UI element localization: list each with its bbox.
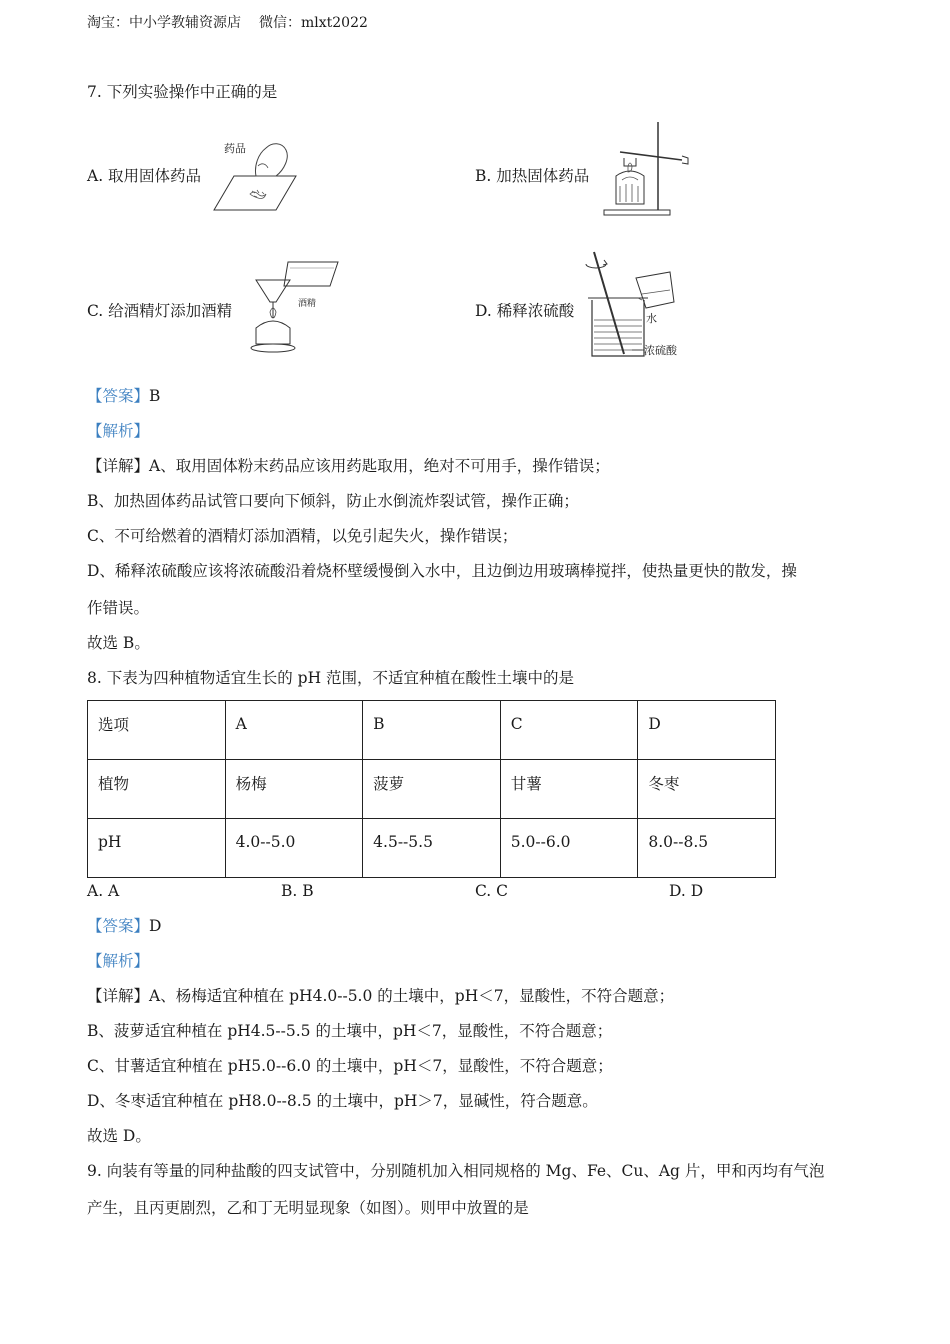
q7-detail-line-2: B、加热固体药品试管口要向下倾斜，防止水倒流炸裂试管，操作正确；	[87, 492, 579, 510]
q8-choice-d: D. D	[669, 882, 704, 900]
q8-answer-value: D	[149, 917, 162, 935]
q8-detail-line-2: B、菠萝适宜种植在 pH4.5--5.5 的土壤中，pH＜7，显酸性，不符合题意；	[87, 1022, 613, 1040]
q7-option-b: B. 加热固体药品	[475, 167, 590, 185]
q8-answer	[87, 916, 161, 936]
figure-d-dilute-acid	[584, 248, 694, 363]
figure-b-heating-tube	[600, 116, 695, 220]
table-cell: 杨梅	[225, 760, 363, 819]
q8-answer-tag: 【答案】	[87, 917, 150, 935]
figure-d-label-acid: 浓硫酸	[644, 344, 677, 357]
q7-detail-text-1: A、取用固体粉末药品应该用药匙取用，绝对不可用手，操作错误；	[149, 457, 610, 475]
table-cell: B	[363, 701, 501, 760]
table-cell: A	[225, 701, 363, 760]
table-cell: 5.0--6.0	[500, 819, 638, 878]
table-cell: 甘薯	[500, 760, 638, 819]
q8-detail-text-1: A、杨梅适宜种植在 pH4.0--5.0 的土壤中，pH＜7，显酸性，不符合题意；	[149, 987, 675, 1005]
table-cell: C	[500, 701, 638, 760]
q8-analysis-tag: 【解析】	[87, 952, 150, 970]
q7-detail-line-1	[87, 456, 610, 476]
q7-answer	[87, 386, 160, 406]
q8-detail-tag: 【详解】	[87, 987, 150, 1005]
q7-detail-tag: 【详解】	[87, 457, 150, 475]
q7-option-a: A. 取用固体药品	[87, 167, 202, 185]
q8-detail-line-3: C、甘薯适宜种植在 pH5.0--6.0 的土壤中，pH＜7，显酸性，不符合题意；	[87, 1057, 613, 1075]
q7-stem: 7. 下列实验操作中正确的是	[87, 83, 278, 101]
table-cell: 菠萝	[363, 760, 501, 819]
q7-option-c: C. 给酒精灯添加酒精	[87, 302, 233, 320]
table-cell: D	[638, 701, 776, 760]
q8-choice-a: A. A	[87, 882, 120, 900]
q7-conclusion: 故选 B。	[87, 634, 150, 652]
q7-detail-line-5: 作错误。	[87, 599, 150, 617]
table-cell: 选项	[88, 701, 226, 760]
q8-choice-c: C. C	[475, 882, 509, 900]
table-row	[88, 701, 776, 760]
q8-choice-b: B. B	[281, 882, 314, 900]
q7-analysis-tag: 【解析】	[87, 422, 150, 440]
figure-d-label-water: 水	[646, 312, 657, 325]
q8-detail-line-4: D、冬枣适宜种植在 pH8.0--8.5 的土壤中，pH＞7，显碱性，符合题意。	[87, 1092, 598, 1110]
table-cell: 8.0--8.5	[638, 819, 776, 878]
q7-answer-value: B	[149, 387, 161, 405]
q7-option-d: D. 稀释浓硫酸	[475, 302, 575, 320]
table-row	[88, 760, 776, 819]
q8-detail-line-1	[87, 986, 674, 1006]
table-row	[88, 819, 776, 878]
table-cell: 4.0--5.0	[225, 819, 363, 878]
q7-answer-tag: 【答案】	[87, 387, 150, 405]
header-shop: 淘宝：中小学教辅资源店	[87, 15, 241, 31]
q7-detail-line-3: C、不可给燃着的酒精灯添加酒精，以免引起失火，操作错误；	[87, 527, 518, 545]
q8-stem: 8. 下表为四种植物适宜生长的 pH 范围，不适宜种植在酸性土壤中的是	[87, 669, 575, 687]
figure-a-label: 药品	[224, 142, 246, 155]
table-cell: 植物	[88, 760, 226, 819]
table-cell: pH	[88, 819, 226, 878]
header-wechat: 微信：mlxt2022	[259, 15, 368, 31]
figure-a-hand-powder	[210, 136, 300, 216]
q9-stem-line-1: 9. 向装有等量的同种盐酸的四支试管中，分别随机加入相同规格的 Mg、Fe、Cu、Ag 片，甲和丙均有气泡	[87, 1162, 825, 1180]
table-cell: 4.5--5.5	[363, 819, 501, 878]
ph-table	[87, 700, 776, 878]
figure-c-label: 酒精	[298, 299, 317, 309]
q8-conclusion: 故选 D。	[87, 1127, 151, 1145]
q7-detail-line-4: D、稀释浓硫酸应该将浓硫酸沿着烧杯壁缓慢倒入水中，且边倒边用玻璃棒搅拌，使热量更快的散发，操	[87, 562, 797, 580]
table-cell: 冬枣	[638, 760, 776, 819]
figure-c-alcohol-lamp	[250, 256, 350, 356]
q9-stem-line-2: 产生，且丙更剧烈，乙和丁无明显现象（如图）。则甲中放置的是	[87, 1199, 529, 1217]
